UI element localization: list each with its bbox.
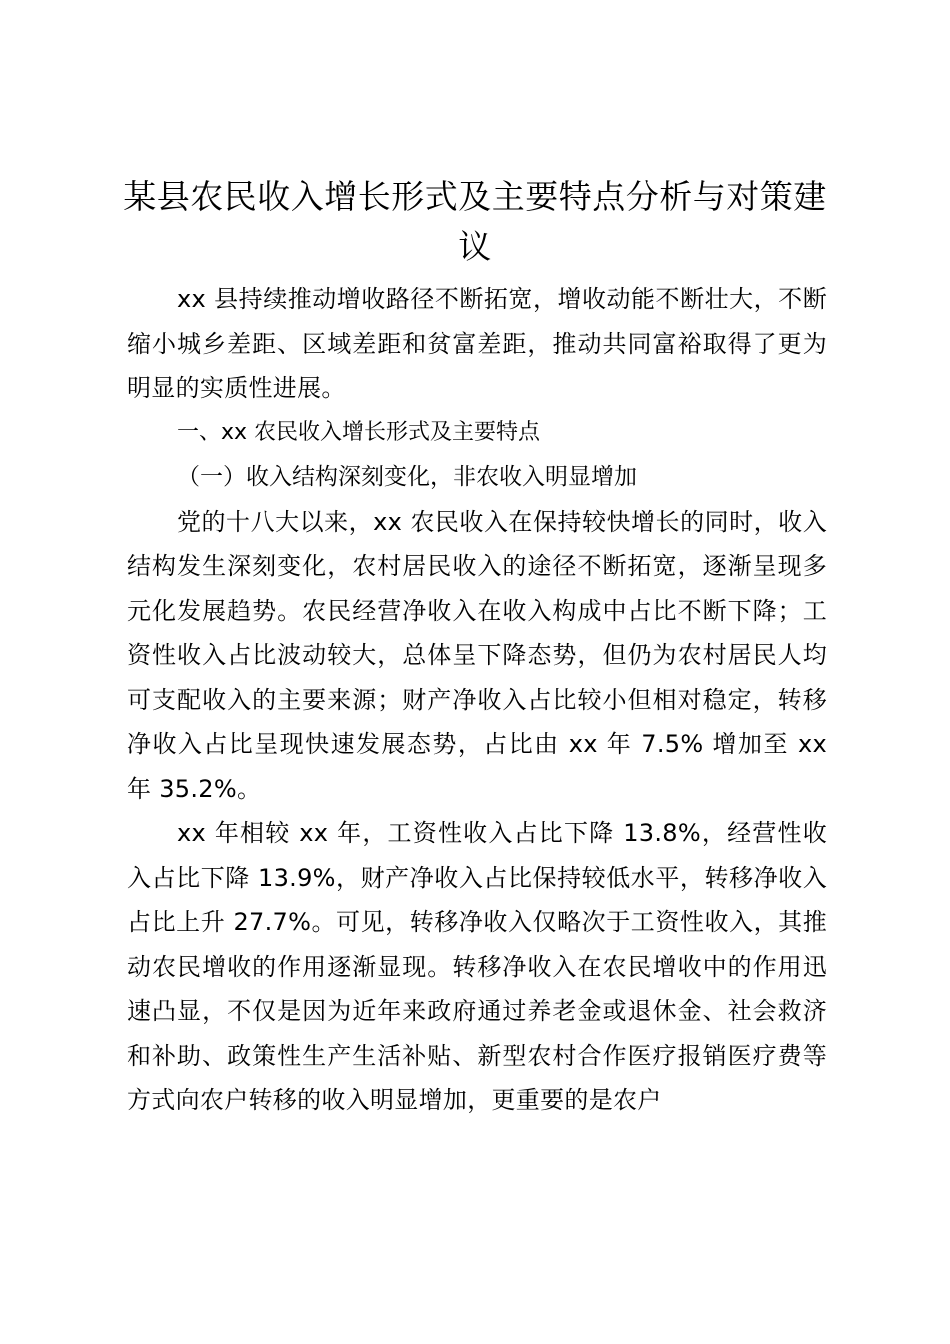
document-title: 某县农民收入增长形式及主要特点分析与对策建议 (123, 177, 827, 266)
body-paragraph: 党的十八大以来，xx 农民收入在保持较快增长的同时，收入结构发生深刻变化，农村居民收入的途径不断拓宽，逐渐呈现多元化发展趋势。农民经营净收入在收入构成中占比不断下降；工资性收入占比波动较大，总体呈下降态势，但仍为农村居民人均可支配收入的主要来源；财产净收入占比较小但相对稳定，转移净收入占比呈现快速发展态势，占比由 xx 年 7.5% 增加至 xx 年 35.2%。 (127, 507, 827, 803)
section-heading: 一、xx 农民收入增长形式及主要特点 (177, 419, 541, 445)
body-paragraph: xx 年相较 xx 年，工资性收入占比下降 13.8%，经营性收入占比下降 13.9%，财产净收入占比保持较低水平，转移净收入占比上升 27.7%。可见，转移净收入仅略次于工资性收入，其推动农民增收的作用逐渐显现。转移净收入在农民增收中的作用迅速凸显，不仅是因为近年来政府通过养老金或退休金、社会救济和补助、政策性生产生活补贴、新型农村合作医疗报销医疗费等方式向农户转移的收入明显增加，更重要的是农户 (127, 819, 827, 1114)
document-body (127, 277, 827, 1123)
intro-paragraph: xx 县持续推动增收路径不断拓宽，增收动能不断壮大，不断缩小城乡差距、区域差距和贫富差距，推动共同富裕取得了更为明显的实质性进展。 (127, 285, 827, 402)
subsection-heading: （一）收入结构深刻变化，非农收入明显增加 (177, 464, 637, 490)
